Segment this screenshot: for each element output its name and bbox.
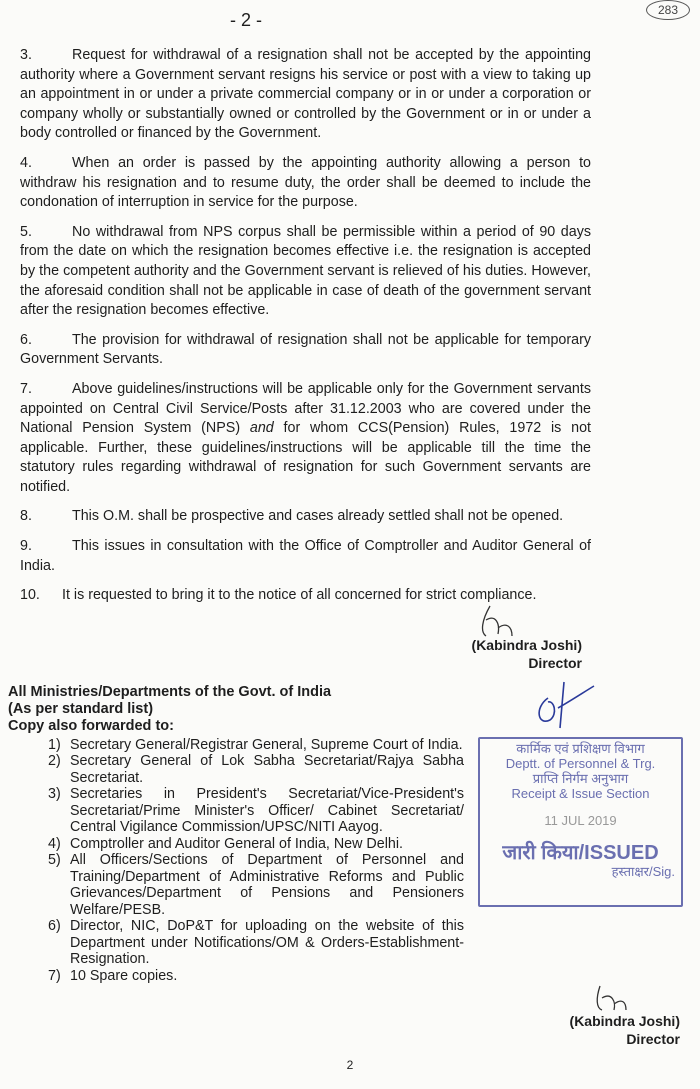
copy-section [0, 737, 700, 985]
stamp-text: प्राप्ति निर्गम अनुभाग [532, 770, 629, 786]
list-item [48, 786, 464, 836]
para-text: It is requested to bring it to the notice of all concerned for strict compliance. [62, 587, 537, 604]
paragraph-3 [20, 46, 591, 144]
signature-block-2 [570, 1012, 680, 1048]
list-item [48, 968, 464, 985]
list-number: 6) [48, 918, 61, 935]
list-number: 5) [48, 852, 61, 869]
para-number: 3. [20, 47, 32, 63]
list-number: 7) [48, 967, 61, 984]
addressee-line: (As per standard list) [8, 700, 154, 717]
list-text: Secretary General/Registrar General, Supreme Court of India. [70, 736, 463, 753]
para-number: 8. [20, 508, 32, 525]
initials-scribble [528, 680, 598, 730]
receipt-issue-stamp [478, 737, 683, 907]
stamp-date: 11 JUL 2019 [544, 812, 617, 828]
para-number: 5. [20, 223, 32, 240]
para-number: 7. [20, 380, 32, 397]
list-text: Secretary General of Lok Sabha Secretariat/Rajya Sabha Secretariat. [70, 753, 464, 786]
page-number: 2 [346, 1058, 354, 1073]
para-text-italic: and [249, 420, 274, 437]
para-number: 9. [20, 538, 32, 555]
stamp-text: Receipt & Issue Section [511, 785, 650, 801]
list-item [48, 918, 464, 968]
list-number: 3) [48, 786, 61, 803]
list-text: Director, NIC, DoP&T for uploading on the website of this Department under Notifications/OM & Orders-Establishment-Resignation. [70, 918, 464, 968]
signature-area-2 [0, 1012, 700, 1048]
signature-block-1 [20, 636, 582, 672]
signature-scribble-2 [590, 984, 640, 1012]
list-item [48, 753, 464, 786]
paragraph-8 [20, 507, 591, 527]
paragraph-6 [20, 331, 591, 370]
para-text: Above guidelines/instructions will be applicable only for the Government servants appointed on Central Civil Service/Posts after 31.12.2003 who are covered under the National Pension System (NPS) [20, 380, 591, 437]
para-number: 6. [20, 331, 32, 348]
paragraph-4 [20, 154, 591, 213]
para-text: The provision for withdrawal of resignation shall not be applicable for temporary Government Servants. [20, 331, 591, 368]
para-text: No withdrawal from NPS corpus shall be permissible within a period of 90 days from the date on which the resignation becomes effective i.e. the resignation is accepted by the competent authority and the Government servant is relieved of his duties. However, the aforesaid condition shall not be applicable in case of death of the government servant after the resignation becomes effective. [20, 223, 591, 319]
para-text: for whom CCS(Pension) Rules, 1972 is not applicable. Further, these guidelines/instructions will be applicable till the time the statutory rules regarding withdrawal of resignation for such Government servants are notified. [20, 420, 591, 495]
para-text: This issues in consultation with the Office of Comptroller and Auditor General of India. [20, 538, 591, 574]
copy-forwarded-heading: Copy also forwarded to: [8, 717, 174, 734]
copy-list [48, 737, 464, 985]
stamp-text: Deptt. of Personnel & Trg. [505, 755, 656, 771]
stamp-issued: जारी किया/ISSUED [502, 841, 659, 864]
signatory-name: (Kabindra Joshi) [471, 636, 582, 653]
addressee-line: All Ministries/Departments of the Govt. of India [8, 683, 332, 700]
file-page-stamp: 283 [646, 0, 690, 20]
signatory-title: Director [626, 1031, 680, 1048]
list-number: 1) [48, 736, 61, 753]
list-text: All Officers/Sections of Department of Personnel and Training/Department of Administrative Reforms and Public Grievances/Department of Pensions and Pensioners Welfare/PESB. [70, 852, 464, 918]
body-paragraphs [0, 36, 591, 672]
list-item [48, 836, 464, 853]
stamp-sig: हस्ताक्षर/Sig. [611, 863, 675, 879]
list-item [48, 852, 464, 918]
para-text: Request for withdrawal of a resignation shall not be accepted by the appointing authority where a Government servant resigns his service or post with a view to taking up an appointment in or under a private commercial company or in or under a corporation or company wholly or substantially owned or controlled by the Government or in or under a body controlled or financed by the Government. [20, 47, 591, 142]
paragraph-5 [20, 223, 591, 321]
list-text: Comptroller and Auditor General of India, New Delhi. [70, 835, 403, 852]
list-text: 10 Spare copies. [70, 967, 178, 984]
addressee [8, 684, 700, 735]
list-number: 2) [48, 753, 61, 770]
signatory-name: (Kabindra Joshi) [569, 1013, 680, 1030]
list-item [48, 737, 464, 754]
paragraph-9 [20, 537, 591, 576]
signature-scribble-1 [472, 604, 532, 638]
stamp-text: कार्मिक एवं प्रशिक्षण विभाग [516, 740, 645, 756]
para-number: 4. [20, 154, 32, 171]
para-text: This O.M. shall be prospective and cases already settled shall not be opened. [72, 508, 564, 525]
page-header [0, 0, 700, 36]
paragraph-7 [20, 380, 591, 498]
signatory-title: Director [528, 654, 582, 671]
page-marker: - 2 - [230, 10, 263, 30]
list-number: 4) [48, 835, 61, 852]
para-number: 10. [20, 587, 40, 604]
para-text: When an order is passed by the appointing authority allowing a person to withdraw his resignation and to resume duty, the order shall be deemed to include the condonation of interruption in service for the purpose. [20, 154, 591, 211]
list-text: Secretaries in President's Secretariat/Vice-President's Secretariat/Prime Minister's Officer/ Cabinet Secretariat/ Central Vigilance Commission/UPSC/NITI Aayog. [70, 786, 464, 836]
